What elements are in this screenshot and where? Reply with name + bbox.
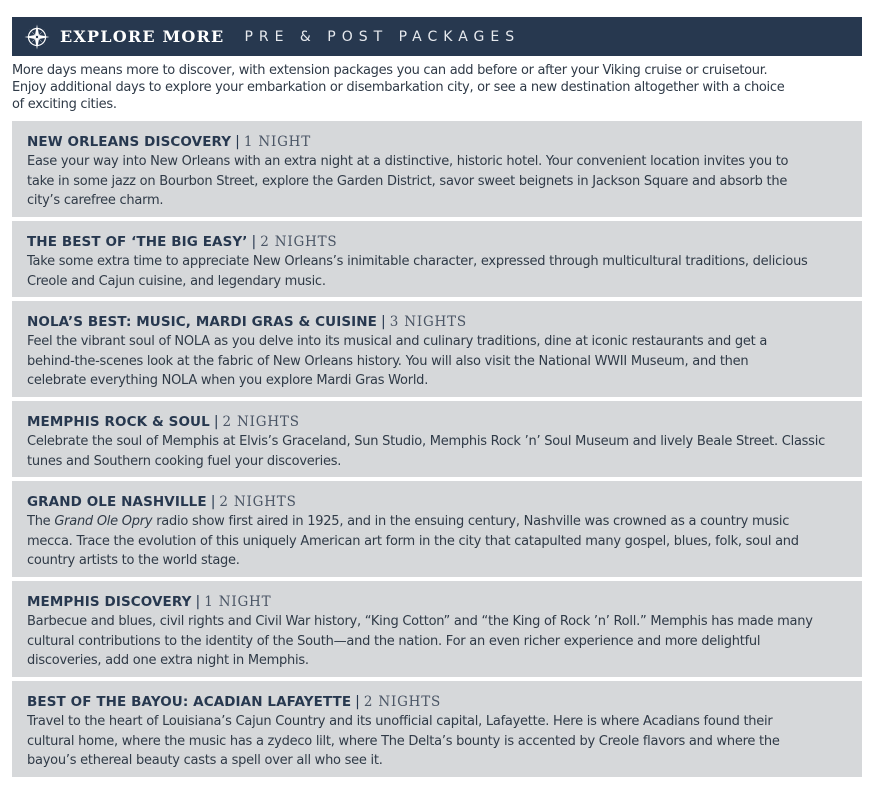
package-description bbox=[27, 512, 848, 571]
separator: | bbox=[210, 494, 216, 510]
description-line: tunes and Southern cooking fuel your discoveries. bbox=[27, 453, 342, 469]
package-new-orleans-discovery bbox=[12, 121, 862, 217]
package-nights: 3 NIGHTS bbox=[389, 314, 467, 330]
compass-rose-icon bbox=[24, 24, 50, 50]
description-line: Ease your way into New Orleans with an extra night at a distinctive, historic hotel. Your convenient location invites you to bbox=[27, 154, 789, 169]
package-title: NEW ORLEANS DISCOVERY bbox=[27, 134, 232, 150]
description-line: Travel to the heart of Louisiana’s Cajun Country and its unofficial capital, Lafayette. Here is where Acadians found their bbox=[27, 714, 773, 729]
header-title: EXPLORE MORE bbox=[60, 27, 225, 46]
description-line: cultural contributions to the identity of the South—and the nation. For an even richer experience and more delightful bbox=[27, 633, 761, 649]
description-line: discoveries, add one extra night in Memphis. bbox=[27, 653, 309, 668]
package-title: THE BEST OF ‘THE BIG EASY’ bbox=[27, 234, 248, 250]
separator: | bbox=[235, 134, 240, 150]
show-title: Grand Ole Opry bbox=[54, 514, 153, 529]
package-title: MEMPHIS ROCK & SOUL bbox=[27, 414, 210, 430]
description-line: Feel the vibrant soul of NOLA as you delve into its musical and culinary traditions, dine at iconic restaurants and get a bbox=[27, 334, 768, 349]
description-line: Celebrate the soul of Memphis at Elvis’s Graceland, Sun Studio, Memphis Rock ’n’ Soul Museum and lively Beale Street. Classic bbox=[27, 434, 825, 449]
separator: | bbox=[355, 694, 360, 710]
package-nights: 2 NIGHTS bbox=[222, 414, 300, 430]
package-description bbox=[27, 612, 848, 671]
package-title: BEST OF THE BAYOU: ACADIAN LAFAYETTE bbox=[27, 694, 352, 710]
separator: | bbox=[213, 414, 219, 430]
package-best-of-big-easy bbox=[12, 221, 862, 297]
package-nights: 1 NIGHT bbox=[243, 134, 312, 150]
description-line: cultural home, where the music has a zydeco lilt, where The Delta’s bounty is accented by Creole flavors and where the bbox=[27, 733, 780, 749]
package-grand-ole-nashville bbox=[12, 481, 862, 577]
package-memphis-rock-soul bbox=[12, 401, 862, 477]
package-description bbox=[27, 252, 848, 291]
package-description bbox=[27, 152, 848, 211]
package-list bbox=[12, 121, 862, 781]
description-line: bayou’s ethereal beauty casts a spell over all who see it. bbox=[27, 753, 383, 768]
intro-line: More days means more to discover, with extension packages you can add before or after your Viking cruise or cruisetour. bbox=[12, 63, 768, 78]
description-line: city’s carefree charm. bbox=[27, 193, 164, 208]
package-title: GRAND OLE NASHVILLE bbox=[27, 494, 207, 510]
header-subtitle: PRE & POST PACKAGES bbox=[244, 28, 521, 45]
description-line: country artists to the world stage. bbox=[27, 553, 240, 568]
package-title: NOLA’S BEST: MUSIC, MARDI GRAS & CUISINE bbox=[27, 314, 378, 330]
separator: | bbox=[251, 234, 257, 250]
package-memphis-discovery bbox=[12, 581, 862, 677]
package-nights: 2 NIGHTS bbox=[219, 494, 297, 510]
package-best-of-bayou bbox=[12, 681, 862, 777]
package-nights: 2 NIGHTS bbox=[363, 694, 442, 710]
separator: | bbox=[381, 314, 386, 330]
package-title: MEMPHIS DISCOVERY bbox=[27, 594, 192, 610]
separator: | bbox=[195, 594, 201, 610]
description-line: Creole and Cajun cuisine, and legendary music. bbox=[27, 273, 326, 289]
description-text: The bbox=[27, 514, 55, 529]
section-header bbox=[12, 17, 862, 56]
package-description bbox=[27, 332, 848, 391]
package-nights: 2 NIGHTS bbox=[260, 234, 338, 250]
intro-line: of exciting cities. bbox=[12, 97, 117, 112]
description-line: behind-the-scenes look at the fabric of New Orleans history. You will also visit the National WWII Museum, and then bbox=[27, 353, 749, 369]
description-line: celebrate everything NOLA when you explore Mardi Gras World. bbox=[27, 373, 429, 388]
package-nights: 1 NIGHT bbox=[204, 594, 272, 610]
description-line: Barbecue and blues, civil rights and Civil War history, “King Cotton” and “the King of Rock ’n’ Roll.” Memphis has made many bbox=[27, 614, 813, 629]
intro-paragraph bbox=[12, 62, 864, 113]
description-line bbox=[27, 512, 848, 532]
intro-line: Enjoy additional days to explore your embarkation or disembarkation city, or see a new destination altogether with a choice bbox=[12, 80, 785, 95]
description-line: Take some extra time to appreciate New Orleans’s inimitable character, expressed through multicultural traditions, delicious bbox=[27, 254, 808, 269]
description-line: take in some jazz on Bourbon Street, explore the Garden District, savor sweet beignets in Jackson Square and absorb the bbox=[27, 173, 788, 189]
description-line: mecca. Trace the evolution of this uniquely American art form in the city that catapulted many gospel, blues, folk, soul and bbox=[27, 533, 799, 549]
package-description bbox=[27, 432, 848, 471]
package-description bbox=[27, 712, 848, 771]
package-nola-best bbox=[12, 301, 862, 397]
description-text: radio show first aired in 1925, and in the ensuing century, Nashville was crowned as a country music bbox=[152, 514, 790, 529]
